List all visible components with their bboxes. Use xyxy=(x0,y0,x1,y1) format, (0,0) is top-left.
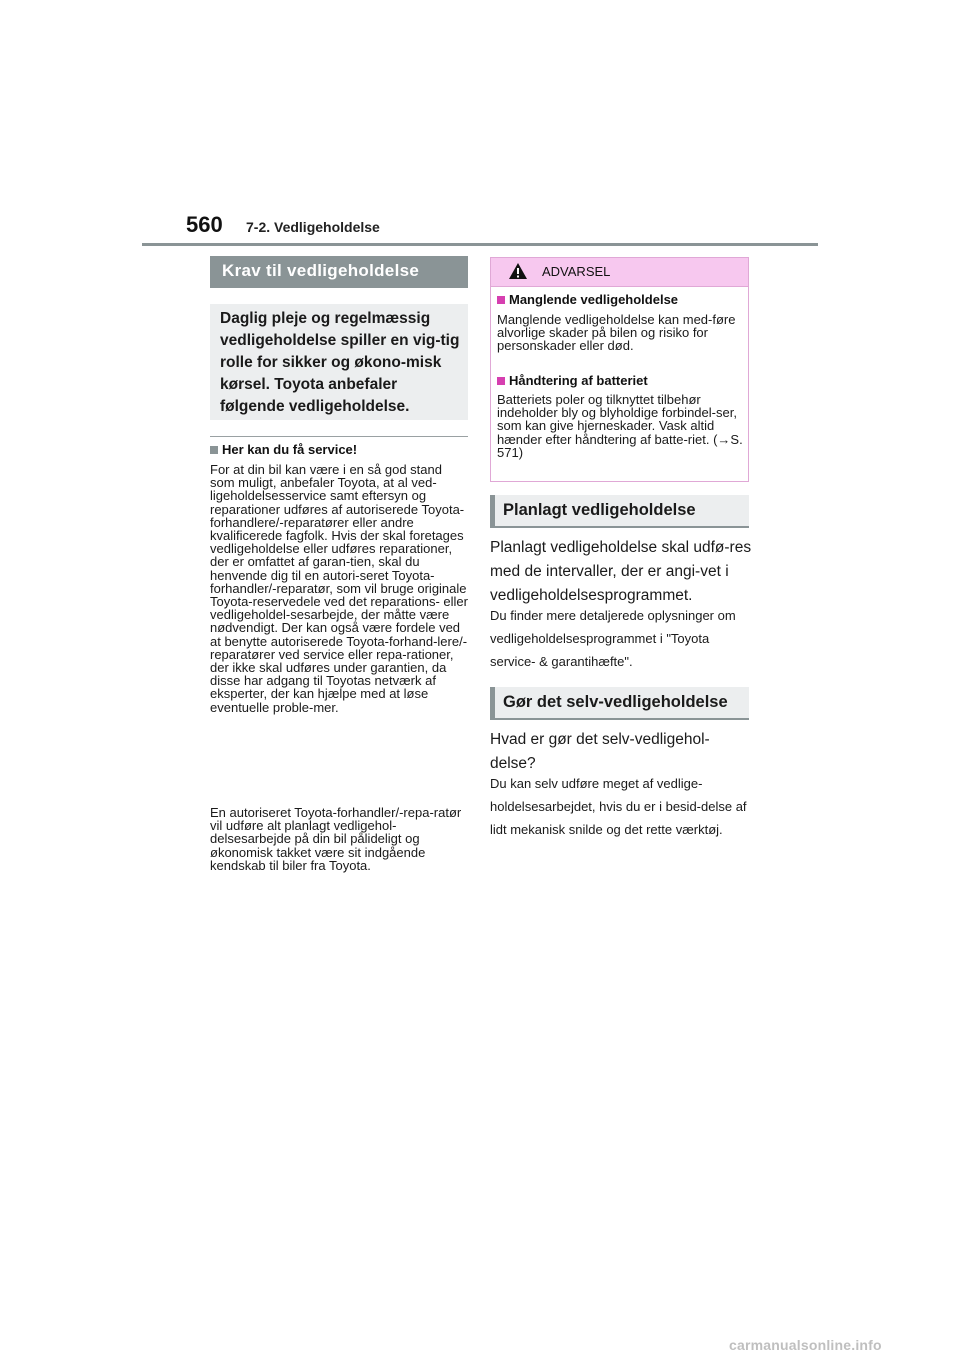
planned-section-title: Planlagt vedligeholdelse xyxy=(503,501,696,519)
service-paragraph-1: For at din bil kan være i en så god stand som muligt, anbefaler Toyota, at al ved-ligeholdelsesservice samt eftersyn og reparationer udføres af autoriserede Toyota-forhandlere/-reparatører eller andre kvalificerede fagfolk. Hvis der skal foretages vedligeholdelse eller udføres reparationer, der er omfattet af garan-tien, skal du henvende dig til en autori-seret Toyota-forhandler/-reparatør, som vil bruge originale Toyota-reservedele ved det reparations- eller vedligeholdel-sesarbejde, der måtte være nødvendigt. Der kan også være fordele ved at benytte autoriserede Toyota-forhand-lere/-reparatører ved service eller repa-rationer, der ikke skal udføres under garantien, da disse har adgang til Toyotas netværk af eksperter, der kan hjælpe med at løse eventuelle proble-mer. xyxy=(210,462,468,715)
service-heading xyxy=(210,442,357,457)
header-underline xyxy=(490,526,749,528)
square-bullet-icon xyxy=(497,296,505,304)
square-bullet-icon xyxy=(210,446,218,454)
watermark-text: carmanualsonline.info xyxy=(729,1337,882,1353)
warning-title: ADVARSEL xyxy=(542,264,611,279)
krav-section-header xyxy=(210,256,468,288)
warning-text-1: Manglende vedligeholdelse kan med-føre alvorlige skader på bilen og risiko for personskader eller død. xyxy=(497,312,736,354)
section-label: 7-2. Vedligeholdelse xyxy=(246,219,380,235)
warning-subheading-2 xyxy=(497,373,648,388)
planned-detail-text: Du finder mere detaljerede oplysninger om vedligeholdelsesprogrammet i "Toyota service- & garantihæfte". xyxy=(490,608,736,669)
header-underline xyxy=(490,718,749,720)
warning-header xyxy=(491,258,748,287)
krav-intro-text: Daglig pleje og regelmæssig vedligeholdelse spiller en vig-tig rolle for sikker og økono-misk kørsel. Toyota anbefaler følgende vedligeholdelse. xyxy=(220,310,460,415)
planned-section-header xyxy=(490,495,749,527)
service-heading-text: Her kan du få service! xyxy=(222,442,358,457)
diy-detail-text: Du kan selv udføre meget af vedlige-holdelsesarbejdet, hvis du er i besid-delse af lidt mekanisk snilde og det rette værktøj. xyxy=(490,776,747,837)
diy-lead-text: Hvad er gør det selv-vedligehol-delse? xyxy=(490,731,710,772)
diy-section-header xyxy=(490,687,749,719)
header-accent-bar xyxy=(490,495,495,527)
diy-section-title: Gør det selv-vedligeholdelse xyxy=(503,693,728,711)
warning-text-2: Batteriets poler og tilknyttet tilbehør indeholder bly og blyholdige forbindel-ser, som kan give hjerneskader. Vask altid hænder efter håndtering af batte-riet. (→S. 571) xyxy=(497,392,743,460)
header-accent-bar xyxy=(490,687,495,719)
krav-intro-box xyxy=(210,304,468,420)
warning-subheading-1-text: Manglende vedligeholdelse xyxy=(509,292,679,307)
square-bullet-icon xyxy=(497,377,505,385)
krav-section-title: Krav til vedligeholdelse xyxy=(222,261,420,280)
warning-subheading-1 xyxy=(497,292,678,307)
header-rule xyxy=(142,243,818,246)
warning-triangle-icon xyxy=(508,262,528,280)
service-paragraph-2: En autoriseret Toyota-forhandler/-repa-ratør vil udføre alt planlagt vedligehol-delsesarbejde på din bil pålideligt og økonomisk takket være sit indgående kendskab til biler fra Toyota. xyxy=(210,805,462,873)
page-number: 560 xyxy=(186,212,223,237)
planned-lead-text: Planlagt vedligeholdelse skal udfø-res med de intervaller, der er angi-vet i vedligeholdelsesprogrammet. xyxy=(490,539,752,604)
warning-subheading-2-text: Håndtering af batteriet xyxy=(509,373,648,388)
section-divider xyxy=(210,436,468,437)
